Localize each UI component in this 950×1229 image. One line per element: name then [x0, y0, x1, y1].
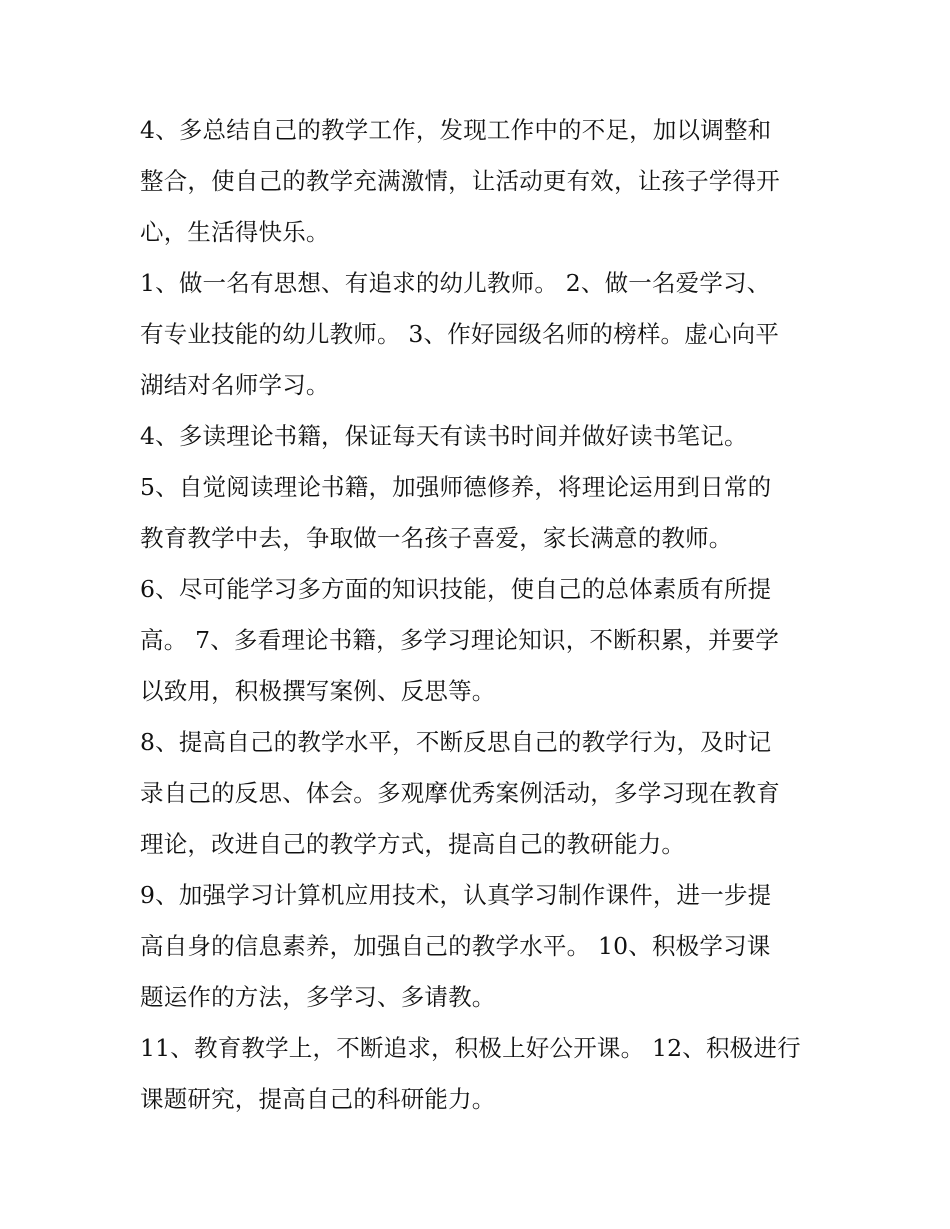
- text-line: 8、提高自己的教学水平，不断反思自己的教学行为，及时记: [140, 728, 772, 756]
- text-line: 高。 7、多看理论书籍，多学习理论知识，不断积累，并要学: [140, 626, 780, 654]
- text-line: 教育教学中去，争取做一名孩子喜爱，家长满意的教师。: [140, 524, 733, 552]
- text-line: 4、多读理论书籍，保证每天有读书时间并做好读书笔记。: [140, 422, 748, 450]
- paragraph-items-1-3-teacher-goals: [140, 258, 820, 411]
- paragraph-items-6-7-skills: [140, 564, 820, 717]
- text-line: 以致用，积极撰写案例、反思等。: [140, 677, 496, 705]
- text-line: 湖结对名师学习。: [140, 371, 330, 399]
- text-line: 1、做一名有思想、有追求的幼儿教师。 2、做一名爱学习、: [140, 269, 771, 297]
- text-line: 心，生活得快乐。: [140, 218, 330, 246]
- text-line: 理论，改进自己的教学方式，提高自己的教研能力。: [140, 830, 686, 858]
- paragraph-item-4-reading: [140, 411, 820, 462]
- text-line: 5、自觉阅读理论书籍，加强师德修养，将理论运用到日常的: [140, 473, 772, 501]
- paragraph-item-4-summarize: [140, 105, 820, 258]
- paragraph-items-9-10-computer-skills: [140, 870, 820, 1023]
- text-line: 题运作的方法，多学习、多请教。: [140, 983, 496, 1011]
- text-line: 4、多总结自己的教学工作，发现工作中的不足，加以调整和: [140, 116, 772, 144]
- text-line: 9、加强学习计算机应用技术，认真学习制作课件，进一步提: [140, 881, 772, 909]
- text-line: 11、教育教学上，不断追求，积极上好公开课。 12、积极进行: [140, 1034, 801, 1062]
- paragraph-items-11-12-research: [140, 1023, 820, 1125]
- text-line: 6、尽可能学习多方面的知识技能，使自己的总体素质有所提: [140, 575, 772, 603]
- text-line: 整合，使自己的教学充满激情，让活动更有效，让孩子学得开: [140, 167, 780, 195]
- document-body: [140, 105, 820, 1125]
- paragraph-item-8-teaching-level: [140, 717, 820, 870]
- text-line: 录自己的反思、体会。多观摩优秀案例活动，多学习现在教育: [140, 779, 780, 807]
- text-line: 高自身的信息素养，加强自己的教学水平。 10、积极学习课: [140, 932, 771, 960]
- text-line: 课题研究，提高自己的科研能力。: [140, 1085, 496, 1113]
- text-line: 有专业技能的幼儿教师。 3、作好园级名师的榜样。虚心向平: [140, 320, 780, 348]
- paragraph-item-5-self-study: [140, 462, 820, 564]
